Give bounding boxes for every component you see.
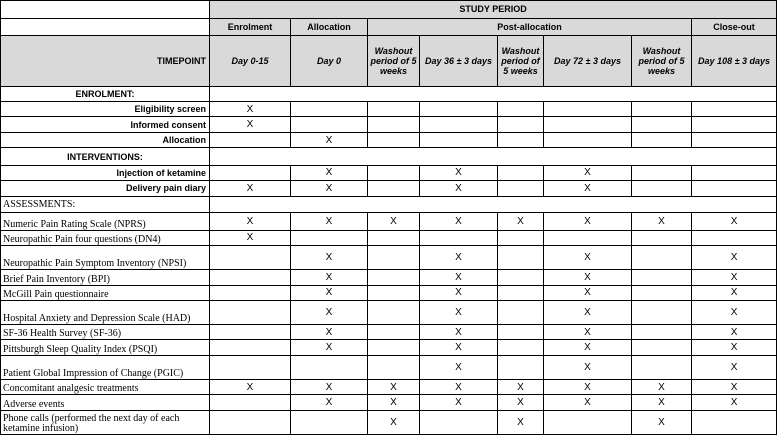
schedule-cell (498, 325, 544, 340)
schedule-row-phone-calls-performed-the-next (1, 410, 777, 434)
section-spacer (210, 196, 777, 212)
schedule-cell (544, 132, 632, 147)
schedule-cell (692, 102, 777, 117)
schedule-cell (498, 270, 544, 285)
schedule-mark: X (368, 213, 420, 231)
schedule-cell (368, 132, 420, 147)
period-post-allocation: Post-allocation (368, 18, 692, 36)
schedule-row-allocation (1, 132, 777, 147)
timepoint-row (1, 36, 777, 87)
schedule-mark: X (210, 181, 291, 196)
schedule-mark: X (692, 270, 777, 285)
section-row-interventions (1, 148, 777, 166)
schedule-mark: X (544, 340, 632, 355)
schedule-mark: X (420, 300, 498, 324)
row-label: Patient Global Impression of Change (PGIC) (1, 355, 210, 379)
schedule-mark: X (544, 165, 632, 180)
schedule-cell (420, 132, 498, 147)
timepoint: Washout period of 5 weeks (632, 36, 692, 87)
schedule-cell (692, 410, 777, 434)
schedule-cell (544, 230, 632, 245)
schedule-mark: X (420, 355, 498, 379)
schedule-cell (632, 340, 692, 355)
row-label: Pittsburgh Sleep Quality Index (PSQI) (1, 340, 210, 355)
schedule-row-neuropathic-pain-symptom-inven (1, 245, 777, 269)
schedule-row-patient-global-impression-of-c (1, 355, 777, 379)
schedule-cell (632, 181, 692, 196)
schedule-row-delivery-pain-diary (1, 181, 777, 196)
period-close-out: Close-out (692, 18, 777, 36)
schedule-cell (498, 117, 544, 132)
schedule-cell (498, 245, 544, 269)
schedule-cell (692, 230, 777, 245)
schedule-cell (210, 245, 291, 269)
schedule-mark: X (420, 285, 498, 300)
timepoint: Washout period of 5 weeks (498, 36, 544, 87)
study-period-row (1, 1, 777, 19)
schedule-mark: X (498, 379, 544, 394)
schedule-row-informed-consent (1, 117, 777, 132)
enrolment-rows (1, 102, 777, 148)
schedule-mark: X (420, 340, 498, 355)
schedule-mark: X (291, 213, 368, 231)
schedule-cell (692, 117, 777, 132)
schedule-mark: X (692, 245, 777, 269)
schedule-cell (210, 285, 291, 300)
schedule-mark: X (210, 230, 291, 245)
schedule-mark: X (544, 181, 632, 196)
row-label: Adverse events (1, 395, 210, 410)
corner-cell (1, 1, 210, 19)
schedule-cell (210, 300, 291, 324)
schedule-cell (291, 410, 368, 434)
schedule-mark: X (632, 395, 692, 410)
schedule-mark: X (368, 410, 420, 434)
schedule-cell (498, 132, 544, 147)
schedule-mark: X (632, 410, 692, 434)
schedule-cell (210, 355, 291, 379)
schedule-cell (498, 340, 544, 355)
timepoint: Washout period of 5 weeks (368, 36, 420, 87)
schedule-cell (210, 270, 291, 285)
schedule-mark: X (498, 395, 544, 410)
schedule-mark: X (210, 102, 291, 117)
schedule-row-pittsburgh-sleep-quality-index (1, 340, 777, 355)
schedule-cell (632, 285, 692, 300)
schedule-row-numeric-pain-rating-scale-nprs (1, 213, 777, 231)
row-label: McGill Pain questionnaire (1, 285, 210, 300)
schedule-cell (420, 117, 498, 132)
timepoint: Day 72 ± 3 days (544, 36, 632, 87)
schedule-cell (498, 230, 544, 245)
row-label: Concomitant analgesic treatments (1, 379, 210, 394)
period-allocation: Allocation (291, 18, 368, 36)
row-label: Informed consent (1, 117, 210, 132)
schedule-mark: X (420, 270, 498, 285)
row-label: Injection of ketamine (1, 165, 210, 180)
schedule-cell (498, 102, 544, 117)
schedule-mark: X (420, 395, 498, 410)
schedule-mark: X (498, 410, 544, 434)
schedule-row-brief-pain-inventory-bpi (1, 270, 777, 285)
schedule-mark: X (692, 213, 777, 231)
schedule-cell (632, 132, 692, 147)
schedule-cell (420, 230, 498, 245)
schedule-mark: X (692, 325, 777, 340)
schedule-mark: X (544, 245, 632, 269)
schedule-cell (368, 300, 420, 324)
schedule-cell (368, 270, 420, 285)
row-label: Numeric Pain Rating Scale (NPRS) (1, 213, 210, 231)
schedule-cell (632, 270, 692, 285)
schedule-cell (632, 325, 692, 340)
row-label: Phone calls (performed the next day of each ketamine infusion) (1, 410, 210, 434)
schedule-mark: X (692, 285, 777, 300)
schedule-mark: X (544, 270, 632, 285)
schedule-cell (632, 102, 692, 117)
schedule-cell (291, 355, 368, 379)
schedule-mark: X (291, 285, 368, 300)
schedule-mark: X (420, 245, 498, 269)
schedule-mark: X (632, 379, 692, 394)
row-label: Neuropathic Pain four questions (DN4) (1, 230, 210, 245)
schedule-cell (498, 355, 544, 379)
schedule-mark: X (420, 181, 498, 196)
schedule-mark: X (692, 395, 777, 410)
schedule-cell (210, 395, 291, 410)
schedule-mark: X (632, 213, 692, 231)
row-label: Hospital Anxiety and Depression Scale (HAD) (1, 300, 210, 324)
schedule-mark: X (291, 379, 368, 394)
schedule-mark: X (692, 355, 777, 379)
schedule-cell (632, 300, 692, 324)
schedule-cell (368, 285, 420, 300)
schedule-mark: X (420, 165, 498, 180)
schedule-cell (368, 340, 420, 355)
row-label: Brief Pain Inventory (BPI) (1, 270, 210, 285)
row-label: Neuropathic Pain Symptom Inventory (NPSI) (1, 245, 210, 269)
schedule-row-sf-36-health-survey-sf-36 (1, 325, 777, 340)
schedule-cell (368, 355, 420, 379)
schedule-mark: X (368, 395, 420, 410)
schedule-mark: X (291, 181, 368, 196)
intervention-rows (1, 165, 777, 196)
timepoint: Day 36 ± 3 days (420, 36, 498, 87)
schedule-mark: X (544, 395, 632, 410)
schedule-mark: X (692, 300, 777, 324)
schedule-row-hospital-anxiety-and-depressio (1, 300, 777, 324)
section-row-assessments (1, 196, 777, 212)
section-spacer (210, 86, 777, 101)
timepoint-label: TIMEPOINT (1, 36, 210, 87)
section-title: ASSESSMENTS: (1, 196, 210, 212)
schedule-row-neuropathic-pain-four-question (1, 230, 777, 245)
schedule-cell (368, 325, 420, 340)
row-label: Delivery pain diary (1, 181, 210, 196)
schedule-cell (210, 340, 291, 355)
section-title: ENROLMENT: (1, 86, 210, 101)
schedule-cell (692, 165, 777, 180)
schedule-mark: X (544, 213, 632, 231)
schedule-cell (368, 102, 420, 117)
schedule-cell (210, 325, 291, 340)
schedule-mark: X (291, 245, 368, 269)
period-row (1, 18, 777, 36)
schedule-cell (498, 181, 544, 196)
schedule-cell (692, 181, 777, 196)
schedule-mark: X (210, 379, 291, 394)
schedule-cell (420, 102, 498, 117)
schedule-cell (544, 102, 632, 117)
schedule-cell (368, 230, 420, 245)
schedule-cell (368, 165, 420, 180)
schedule-cell (210, 165, 291, 180)
assessment-rows (1, 213, 777, 435)
schedule-cell (632, 117, 692, 132)
schedule-cell (632, 245, 692, 269)
study-period-header: STUDY PERIOD (210, 1, 777, 19)
schedule-cell (498, 285, 544, 300)
row-label: Allocation (1, 132, 210, 147)
corner-cell (1, 18, 210, 36)
schedule-mark: X (692, 340, 777, 355)
section-title: INTERVENTIONS: (1, 148, 210, 166)
schedule-cell (632, 230, 692, 245)
schedule-row-injection-of-ketamine (1, 165, 777, 180)
schedule-row-eligibility-screen (1, 102, 777, 117)
timepoint: Day 108 ± 3 days (692, 36, 777, 87)
schedule-mark: X (291, 132, 368, 147)
schedule-mark: X (544, 325, 632, 340)
schedule-mark: X (420, 213, 498, 231)
schedule-mark: X (291, 325, 368, 340)
schedule-cell (368, 117, 420, 132)
schedule-mark: X (544, 285, 632, 300)
schedule-cell (544, 117, 632, 132)
row-label: SF-36 Health Survey (SF-36) (1, 325, 210, 340)
schedule-cell (632, 355, 692, 379)
schedule-cell (368, 245, 420, 269)
row-label: Eligibility screen (1, 102, 210, 117)
schedule-cell (498, 165, 544, 180)
schedule-mark: X (291, 270, 368, 285)
schedule-cell (420, 410, 498, 434)
section-row-enrolment (1, 86, 777, 101)
timepoint: Day 0 (291, 36, 368, 87)
schedule-mark: X (420, 325, 498, 340)
schedule-mark: X (544, 300, 632, 324)
section-spacer (210, 148, 777, 166)
schedule-cell (291, 102, 368, 117)
schedule-mark: X (692, 379, 777, 394)
schedule-cell (291, 117, 368, 132)
schedule-cell (692, 132, 777, 147)
schedule-mark: X (420, 379, 498, 394)
schedule-mark: X (498, 213, 544, 231)
schedule-mark: X (291, 340, 368, 355)
schedule-cell (210, 132, 291, 147)
schedule-mark: X (291, 395, 368, 410)
schedule-mark: X (291, 165, 368, 180)
schedule-cell (291, 230, 368, 245)
schedule-mark: X (210, 213, 291, 231)
timepoint: Day 0-15 (210, 36, 291, 87)
schedule-row-concomitant-analgesic-treatmen (1, 379, 777, 394)
schedule-cell (210, 410, 291, 434)
schedule-row-mcgill-pain-questionnaire (1, 285, 777, 300)
period-enrolment: Enrolment (210, 18, 291, 36)
schedule-mark: X (544, 355, 632, 379)
schedule-mark: X (210, 117, 291, 132)
schedule-mark: X (291, 300, 368, 324)
schedule-cell (498, 300, 544, 324)
schedule-cell (544, 410, 632, 434)
schedule-cell (368, 181, 420, 196)
schedule-mark: X (544, 379, 632, 394)
schedule-mark: X (368, 379, 420, 394)
schedule-cell (632, 165, 692, 180)
schedule-row-adverse-events (1, 395, 777, 410)
